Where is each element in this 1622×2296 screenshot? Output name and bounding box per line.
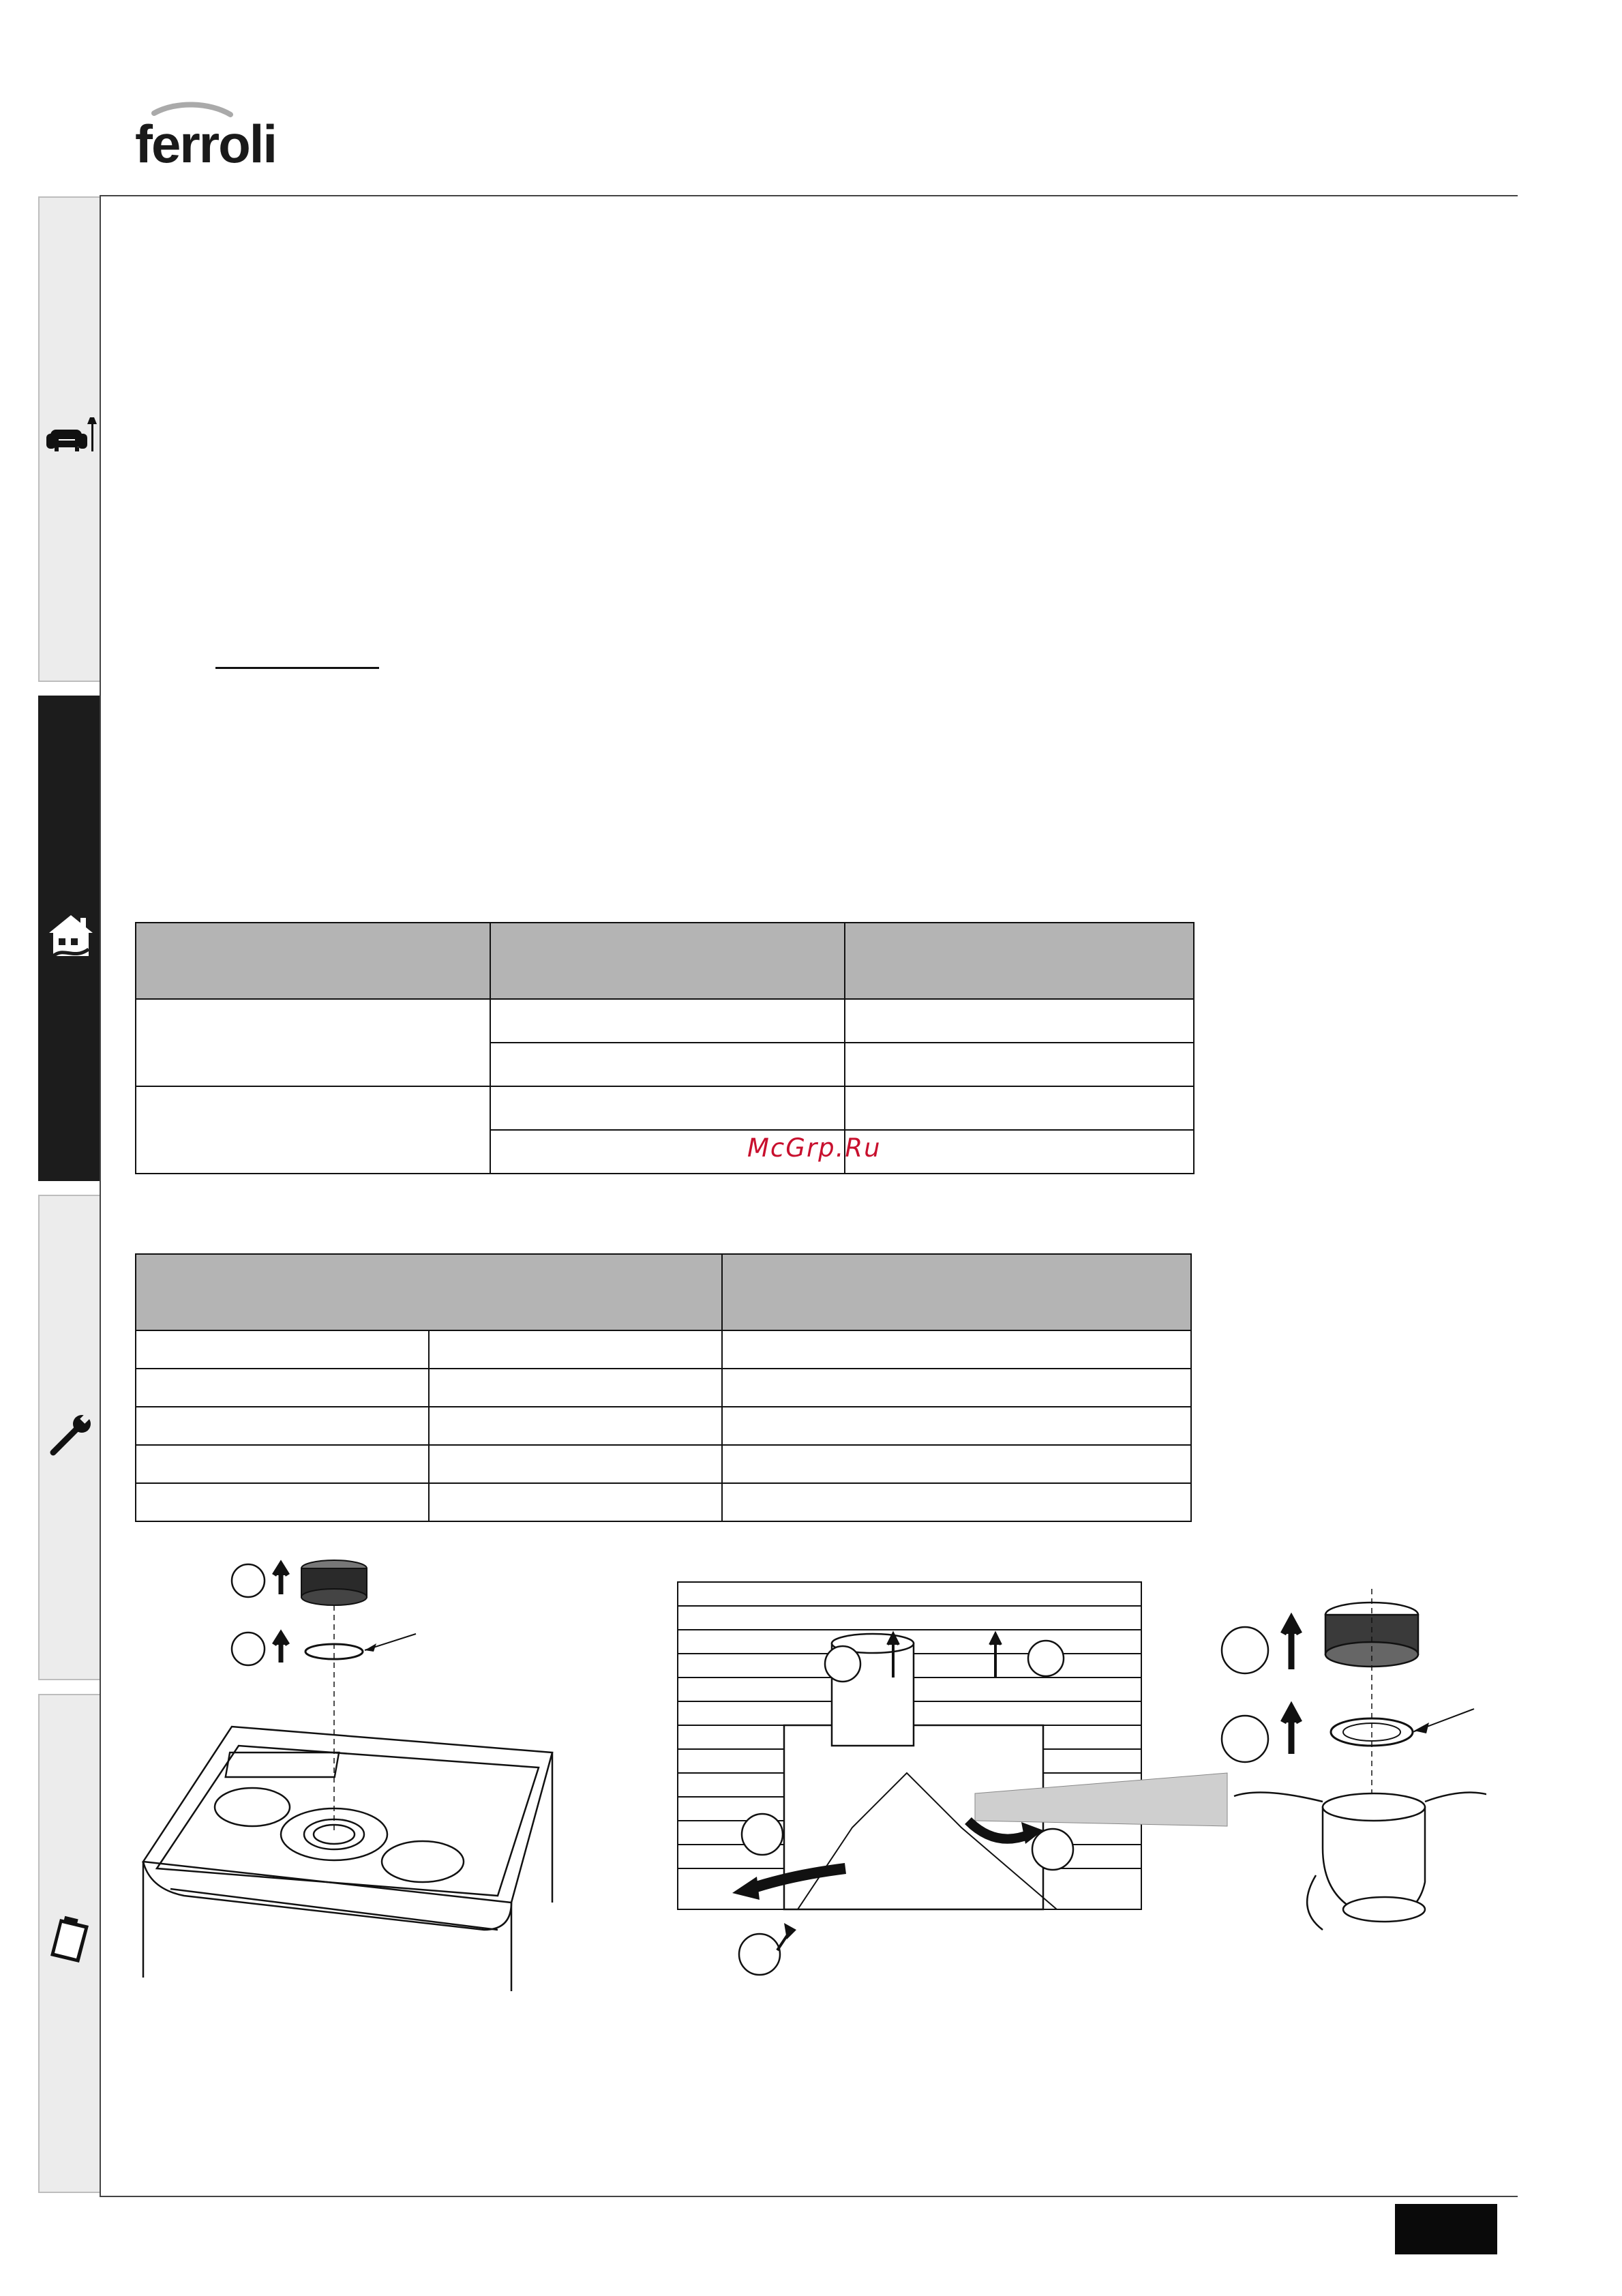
table-2-cell bbox=[136, 1483, 429, 1521]
table-1-cell bbox=[490, 1043, 845, 1086]
tab-service[interactable] bbox=[38, 1195, 100, 1680]
tab-technical-data[interactable] bbox=[38, 1694, 100, 2193]
table-2-cell bbox=[136, 1407, 429, 1445]
table-1-header-cell bbox=[136, 923, 490, 999]
figure-boiler-top-adapter bbox=[130, 1548, 566, 1991]
callout-circle bbox=[825, 1646, 860, 1682]
header-rule bbox=[100, 195, 1518, 196]
table-2-cell bbox=[136, 1369, 429, 1407]
wrench-service-icon bbox=[44, 1407, 98, 1462]
table-2-cell bbox=[429, 1445, 722, 1483]
arrow-up-icon bbox=[1283, 1619, 1300, 1669]
arrow-up-icon bbox=[1283, 1708, 1300, 1754]
adapter-cylinder bbox=[301, 1560, 367, 1605]
callout-circle bbox=[232, 1632, 265, 1665]
table-1-cell bbox=[845, 1086, 1194, 1130]
table-1-cell bbox=[136, 999, 490, 1086]
section-heading-underline bbox=[215, 667, 379, 669]
clipboard-data-icon bbox=[44, 1913, 98, 1968]
table-1 bbox=[135, 922, 1195, 1174]
armchair-user-icon bbox=[44, 409, 98, 464]
callout-circle bbox=[739, 1934, 780, 1975]
table-2-cell bbox=[136, 1330, 429, 1369]
page-number-box bbox=[1395, 2204, 1497, 2254]
ferroli-logo bbox=[135, 101, 292, 176]
table-2-cell bbox=[722, 1407, 1191, 1445]
table-1-cell bbox=[845, 1043, 1194, 1086]
table-2-cell bbox=[722, 1369, 1191, 1407]
svg-text:ferroli: ferroli bbox=[135, 114, 277, 174]
callout-circle bbox=[1032, 1829, 1073, 1870]
callout-circle bbox=[1222, 1627, 1268, 1673]
table-2-cell bbox=[429, 1369, 722, 1407]
callout-circle bbox=[1028, 1641, 1064, 1676]
table-2-header-cell bbox=[136, 1254, 722, 1330]
table-2-cell bbox=[722, 1445, 1191, 1483]
table-1-header-cell bbox=[490, 923, 845, 999]
table-2-cell bbox=[722, 1483, 1191, 1521]
table-1-cell bbox=[845, 999, 1194, 1043]
callout-circle bbox=[1222, 1716, 1268, 1762]
table-2-cell bbox=[429, 1330, 722, 1369]
callout-circle bbox=[232, 1564, 265, 1597]
table-1-cell bbox=[136, 1086, 490, 1174]
arrow-up-icon bbox=[274, 1564, 288, 1594]
house-installer-icon bbox=[44, 908, 98, 963]
arrow-up-icon bbox=[274, 1634, 288, 1663]
figure-adapter-exploded bbox=[1220, 1589, 1486, 1943]
table-2-cell bbox=[722, 1330, 1191, 1369]
table-2-cell bbox=[136, 1445, 429, 1483]
footer-rule bbox=[100, 2196, 1518, 2197]
callout-circle bbox=[742, 1814, 783, 1855]
tab-installer[interactable] bbox=[38, 696, 100, 1181]
sidebar-rule bbox=[100, 195, 101, 2197]
table-1-cell bbox=[490, 1086, 845, 1130]
table-1-cell bbox=[845, 1130, 1194, 1174]
table-2 bbox=[135, 1253, 1192, 1522]
table-2-cell bbox=[429, 1407, 722, 1445]
table-1-header-cell bbox=[845, 923, 1194, 999]
arrow-up-icon bbox=[990, 1634, 1001, 1678]
boiler-top-plate bbox=[143, 1727, 552, 1991]
table-1-cell bbox=[490, 999, 845, 1043]
watermark: McGrp.Ru bbox=[747, 1133, 882, 1163]
table-2-cell bbox=[429, 1483, 722, 1521]
flue-elbow bbox=[1234, 1793, 1486, 1930]
figure-wall-installation bbox=[675, 1568, 1241, 2005]
table-2-header-cell bbox=[722, 1254, 1191, 1330]
tab-user[interactable] bbox=[38, 196, 100, 682]
